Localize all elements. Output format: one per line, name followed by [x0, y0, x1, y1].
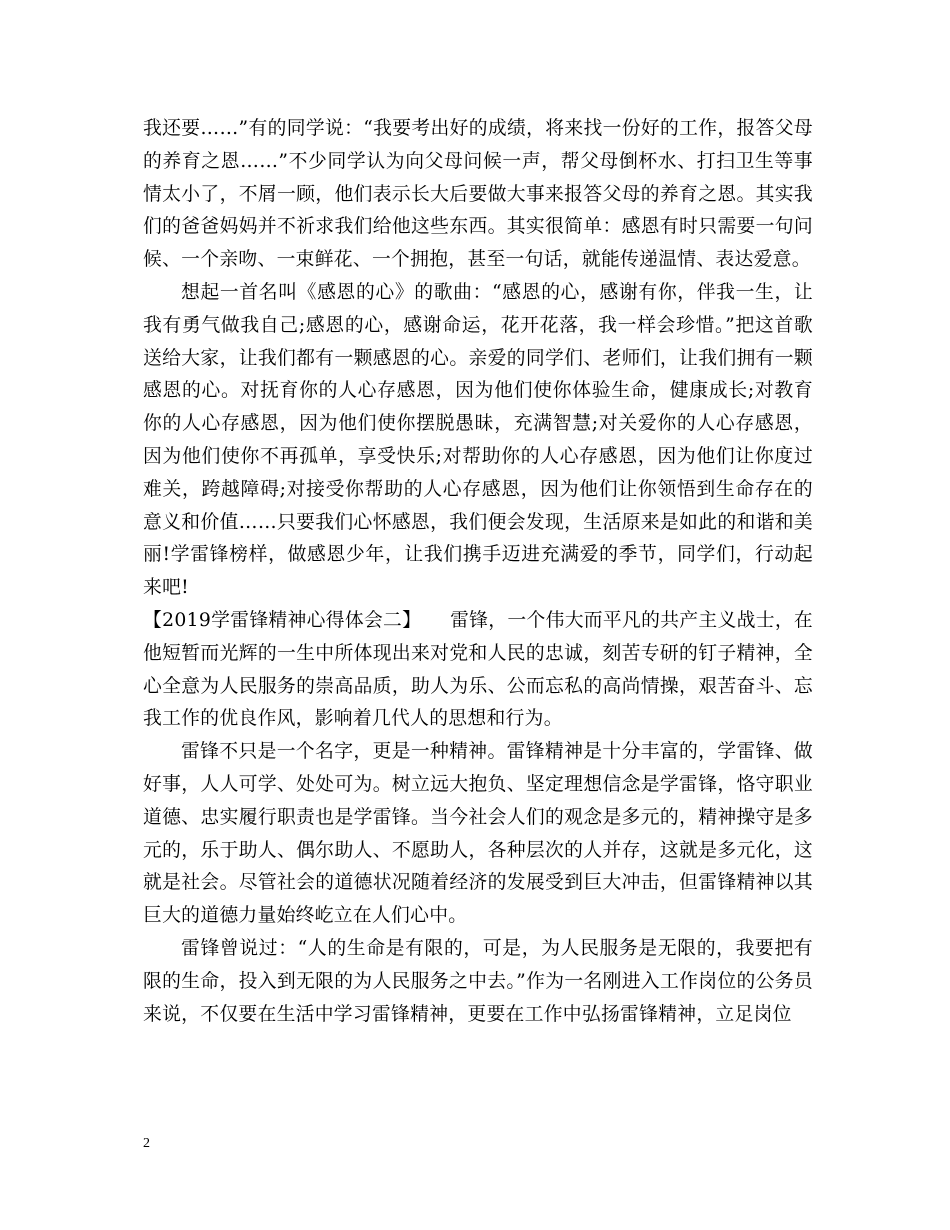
paragraph-section-two [143, 605, 813, 736]
section-gap [412, 610, 450, 631]
document-body [143, 113, 813, 1031]
paragraph-3: 雷锋不只是一个名字，更是一种精神。雷锋精神是十分丰富的，学雷锋、做好事，人人可学、处处可为。树立远大抱负、坚定理想信念是学雷锋，恪守职业道德、忠实履行职责也是学雷锋。当今社会人们的观念是多元的，精神操守是多元的，乐于助人、偶尔助人、不愿助人，各种层次的人并存，这就是多元化，这就是社会。尽管社会的道德状况随着经济的发展受到巨大冲击，但雷锋精神以其巨大的道德力量始终屹立在人们心中。 [143, 741, 813, 927]
paragraph-2: 想起一首名叫《感恩的心》的歌曲：“感恩的心，感谢有你，伴我一生，让我有勇气做我自己;感恩的心，感谢命运，花开花落，我一样会珍惜。”把这首歌送给大家，让我们都有一颗感恩的心。亲爱的同学们、老师们，让我们拥有一颗感恩的心。对抚育你的人心存感恩，因为他们使你体验生命，健康成长;对教育你的人心存感恩，因为他们使你摆脱愚昧，充满智慧;对关爱你的人心存感恩，因为他们使你不再孤单，享受快乐;对帮助你的人心存感恩，因为他们让你度过难关，跨越障碍;对接受你帮助的人心存感恩，因为他们让你领悟到生命存在的意义和价值……只要我们心怀感恩，我们便会发现，生活原来是如此的和谐和美丽!学雷锋榜样，做感恩少年，让我们携手迈进充满爱的季节，同学们，行动起来吧! [143, 281, 813, 599]
section-heading: 【2019学雷锋精神心得体会二】 [143, 609, 412, 631]
paragraph-1: 我还要……”有的同学说：“我要考出好的成绩，将来找一份好的工作，报答父母的养育之恩……”不少同学认为向父母问候一声，帮父母倒杯水、打扫卫生等事情太小了，不屑一顾，他们表示长大后要做大事来报答父母的养育之恩。其实我们的爸爸妈妈并不祈求我们给他这些东西。其实很简单：感恩有时只需要一句问候、一个亲吻、一束鲜花、一个拥抱，甚至一句话，就能传递温情、表达爱意。 [143, 118, 813, 271]
paragraph-4: 雷锋曾说过：“人的生命是有限的，可是，为人民服务是无限的，我要把有限的生命，投入到无限的为人民服务之中去。”作为一名刚进入工作岗位的公务员来说，不仅要在生活中学习雷锋精神，更要在工作中弘扬雷锋精神，立足岗位 [143, 937, 813, 1025]
page-number: 2 [143, 1136, 150, 1151]
section-first-text: 雷锋，一个伟大而平凡的共产主义战士，在他短暂而光辉的一生中所体现出来对党和人民的忠诚，刻苦专研的钉子精神，全心全意为人民服务的崇高品质，助人为乐、公而忘私的高尚情操，艰苦奋斗、忘我工作的优良作风，影响着几代人的思想和行为。 [143, 609, 814, 730]
